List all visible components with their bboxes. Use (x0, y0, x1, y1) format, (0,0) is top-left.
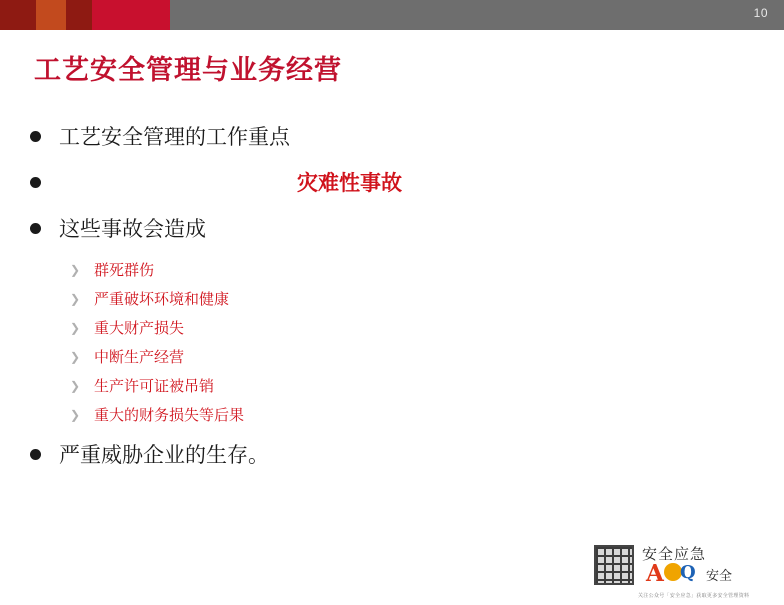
sub-bullet-text: 重大财产损失 (94, 319, 185, 337)
bullet-dot-icon (30, 131, 41, 142)
list-item (30, 438, 784, 472)
bullet-text: 严重威胁企业的生存。 (59, 443, 269, 467)
bullet-text: 这些事故会造成 (59, 217, 206, 241)
list-item (70, 256, 784, 285)
watermark-caption: 关注公众号「安全应急」获取更多安全管理资料 (638, 593, 750, 599)
page-number: 10 (753, 6, 768, 20)
arrow-bullet-icon: ❯ (70, 263, 81, 277)
sub-bullet-text: 重大的财务损失等后果 (94, 406, 245, 424)
list-item (70, 285, 784, 314)
sub-bullet-text: 群死群伤 (94, 261, 155, 279)
watermark-subtitle: 安全 (706, 569, 733, 584)
bullet-dot-icon (30, 223, 41, 234)
page-title: 工艺安全管理与业务经营 (34, 55, 342, 86)
bullet-dot-icon (30, 449, 41, 460)
bullet-text: 工艺安全管理的工作重点 (59, 125, 290, 149)
sub-bullet-text: 生产许可证被吊销 (94, 377, 215, 395)
list-item (30, 166, 784, 200)
logo-letter-q: Q (680, 562, 696, 583)
list-item (70, 343, 784, 372)
arrow-bullet-icon: ❯ (70, 321, 81, 335)
bullet-text: 灾难性事故 (297, 170, 402, 195)
top-color-bar (0, 0, 784, 30)
bullet-dot-icon (30, 177, 41, 188)
topbar-segment-5 (170, 0, 784, 30)
sub-bullet-text: 中断生产经营 (94, 348, 185, 366)
topbar-segment-3 (66, 0, 92, 30)
arrow-bullet-icon: ❯ (70, 350, 81, 364)
sub-bullet-text: 严重破坏环境和健康 (94, 290, 230, 308)
watermark-title: 安全应急 (642, 545, 707, 563)
logo-letter-a: A (646, 560, 664, 587)
arrow-bullet-icon: ❯ (70, 379, 81, 393)
list-item (70, 314, 784, 343)
topbar-segment-2 (36, 0, 66, 30)
watermark (594, 543, 766, 599)
list-item (70, 372, 784, 401)
qr-code-icon (594, 545, 634, 585)
slide-body (0, 120, 784, 472)
arrow-bullet-icon: ❯ (70, 292, 81, 306)
topbar-segment-1 (0, 0, 36, 30)
list-item (30, 212, 784, 246)
watermark-logo (646, 561, 708, 587)
list-item (70, 401, 784, 430)
arrow-bullet-icon: ❯ (70, 408, 81, 422)
list-item (30, 120, 784, 154)
topbar-segment-4 (92, 0, 170, 30)
